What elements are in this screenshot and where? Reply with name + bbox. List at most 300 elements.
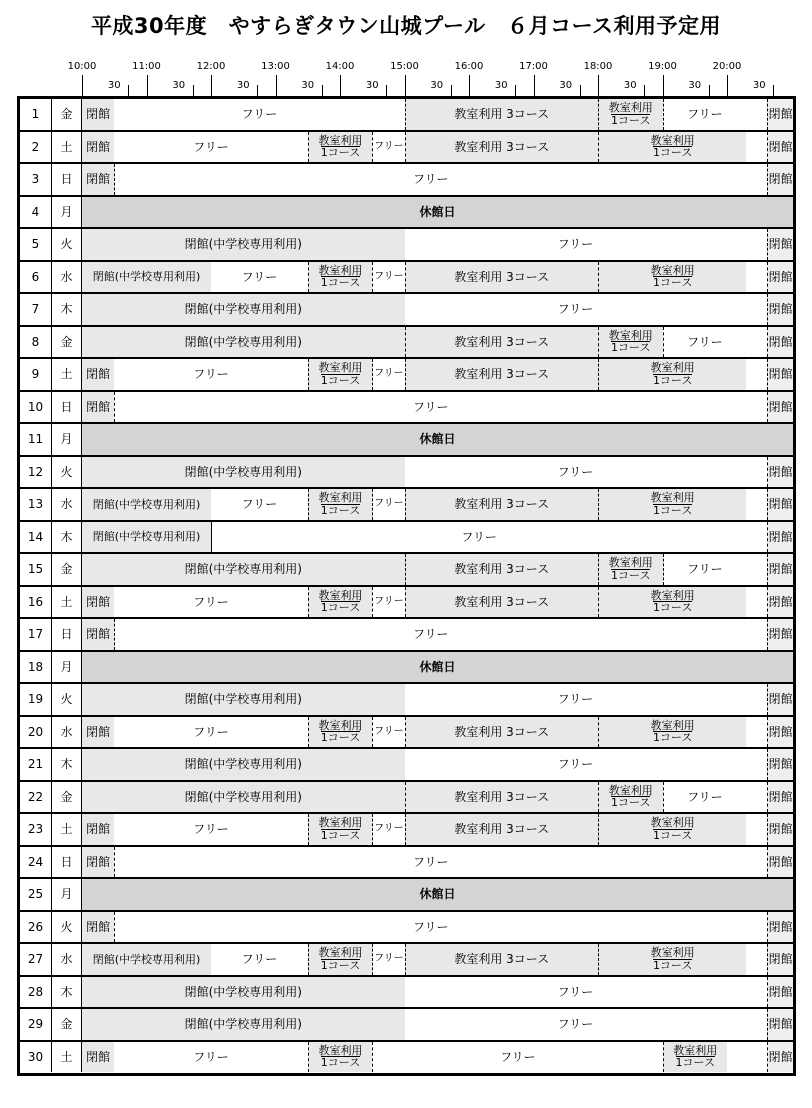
schedule-row (20, 132, 793, 163)
hour-tick-label: 17:00 (519, 61, 548, 72)
class-label: 教室利用 (650, 491, 695, 505)
hour-tick-label: 18:00 (583, 61, 613, 72)
hour-tick-label: 13:00 (261, 61, 290, 72)
course-label: 1コース (320, 601, 361, 615)
class-label: 教室利用 (318, 718, 363, 732)
class-label: 教室利用 (608, 783, 653, 797)
schedule-row (20, 782, 793, 813)
weekday: 日 (52, 619, 82, 650)
day-number: 4 (20, 197, 52, 228)
schedule-row (20, 522, 793, 553)
half-hour-tick-label: 30 (752, 80, 766, 91)
closed-hall-evening: 閉館 (767, 587, 793, 618)
class-label: 教室利用 (318, 263, 363, 277)
half-hour-tick-label: 30 (623, 80, 637, 91)
class-label: 教室利用 (650, 133, 695, 147)
day-number: 3 (20, 164, 52, 195)
schedule-row (20, 457, 793, 488)
free-slot: フリー (372, 262, 404, 293)
junior-high-exclusive: 閉館(中学校専用利用) (82, 749, 405, 780)
weekday: 土 (52, 587, 82, 618)
class-1-course (598, 99, 663, 130)
class-3-course: 教室利用 3コース (405, 944, 599, 975)
day-number: 10 (20, 392, 52, 423)
course-label: 1コース (675, 1056, 715, 1070)
course-label: 1コース (320, 276, 361, 290)
closed-hall-evening: 閉館 (767, 294, 793, 325)
class-label: 教室利用 (318, 133, 363, 147)
weekday: 月 (52, 879, 82, 910)
day-number: 21 (20, 749, 52, 780)
class-label: 教室利用 (673, 1043, 718, 1057)
weekday: 日 (52, 847, 82, 878)
free-slot: フリー (372, 944, 404, 975)
day-number: 18 (20, 652, 52, 683)
half-hour-tick-line (128, 85, 129, 96)
class-1-course (308, 717, 373, 748)
half-hour-tick-label: 30 (301, 80, 315, 91)
half-hour-tick-label: 30 (365, 80, 379, 91)
course-label: 1コース (611, 568, 651, 582)
class-3-course: 教室利用 3コース (405, 587, 599, 618)
free-slot: フリー (372, 359, 404, 390)
course-label: 1コース (652, 958, 693, 972)
class-1-course (598, 489, 746, 520)
day-number: 22 (20, 782, 52, 813)
schedule-row (20, 944, 793, 975)
day-number: 15 (20, 554, 52, 585)
closed-hall-evening: 閉館 (767, 489, 793, 520)
junior-high-exclusive: 閉館(中学校専用利用) (82, 229, 405, 260)
schedule-row (20, 1042, 793, 1073)
weekday: 火 (52, 229, 82, 260)
half-hour-tick-line (322, 85, 323, 96)
half-hour-tick-line (580, 85, 581, 96)
schedule-row (20, 164, 793, 195)
class-3-course: 教室利用 3コース (405, 814, 599, 845)
half-hour-tick-line (709, 85, 710, 96)
closed-hall: 閉館 (82, 717, 114, 748)
free-slot: フリー (372, 814, 404, 845)
class-3-course: 教室利用 3コース (405, 554, 599, 585)
course-label: 1コース (320, 503, 361, 517)
closed-day: 休館日 (82, 424, 793, 455)
class-1-course (308, 132, 373, 163)
closed-day: 休館日 (82, 879, 793, 910)
schedule-row (20, 99, 793, 130)
free-slot: フリー (663, 554, 747, 585)
free-slot: フリー (557, 237, 594, 252)
weekday: 土 (52, 1042, 82, 1073)
schedule-row (20, 327, 793, 358)
course-label: 1コース (652, 503, 693, 517)
weekday: 木 (52, 522, 82, 553)
junior-high-exclusive: 閉館(中学校専用利用) (82, 554, 405, 585)
hour-tick-line (663, 75, 664, 96)
schedule-row (20, 879, 793, 910)
junior-high-exclusive: 閉館(中学校専用利用) (82, 944, 211, 975)
free-slot: フリー (663, 99, 747, 130)
schedule-row (20, 229, 793, 260)
weekday: 土 (52, 359, 82, 390)
closed-hall: 閉館 (82, 164, 114, 195)
hour-tick-label: 16:00 (454, 61, 484, 72)
junior-high-exclusive: 閉館(中学校専用利用) (82, 977, 405, 1008)
closed-hall-evening: 閉館 (767, 684, 793, 715)
weekday: 月 (52, 197, 82, 228)
class-label: 教室利用 (318, 588, 363, 602)
free-slot: フリー (372, 717, 404, 748)
class-label: 教室利用 (650, 816, 695, 830)
free-slot: フリー (193, 724, 229, 739)
course-label: 1コース (652, 601, 693, 615)
class-label: 教室利用 (650, 946, 695, 960)
schedule-row (20, 652, 793, 683)
course-label: 1コース (652, 731, 693, 745)
free-slot: フリー (114, 912, 746, 943)
free-slot: フリー (663, 327, 747, 358)
day-number: 23 (20, 814, 52, 845)
weekday: 金 (52, 1009, 82, 1040)
day-number: 6 (20, 262, 52, 293)
day-number: 25 (20, 879, 52, 910)
junior-high-exclusive: 閉館(中学校専用利用) (82, 294, 405, 325)
course-label: 1コース (320, 1056, 361, 1070)
closed-hall-evening: 閉館 (767, 782, 793, 813)
closed-hall-evening: 閉館 (767, 1009, 793, 1040)
class-label: 教室利用 (318, 361, 363, 375)
weekday: 金 (52, 782, 82, 813)
free-slot: フリー (241, 497, 278, 512)
day-number: 11 (20, 424, 52, 455)
class-label: 教室利用 (650, 361, 695, 375)
closed-hall-evening: 閉館 (767, 749, 793, 780)
closed-hall: 閉館 (82, 619, 114, 650)
junior-high-exclusive: 閉館(中学校専用利用) (82, 684, 405, 715)
closed-hall-evening: 閉館 (767, 554, 793, 585)
course-label: 1コース (652, 146, 693, 160)
hour-tick-label: 15:00 (390, 61, 419, 72)
half-hour-tick-label: 30 (494, 80, 508, 91)
free-slot: フリー (241, 107, 278, 122)
schedule-row (20, 619, 793, 650)
course-label: 1コース (320, 731, 361, 745)
day-number: 12 (20, 457, 52, 488)
free-slot: フリー (241, 952, 278, 967)
schedule-row (20, 1009, 793, 1040)
closed-hall-evening: 閉館 (767, 717, 793, 748)
closed-hall: 閉館 (82, 359, 114, 390)
closed-hall: 閉館 (82, 814, 114, 845)
class-1-course (598, 554, 663, 585)
free-slot: フリー (372, 587, 404, 618)
schedule-row (20, 424, 793, 455)
weekday: 日 (52, 392, 82, 423)
course-label: 1コース (320, 146, 361, 160)
free-slot: フリー (557, 302, 594, 317)
weekday: 金 (52, 327, 82, 358)
weekday: 日 (52, 164, 82, 195)
class-1-course (308, 814, 373, 845)
schedule-row (20, 912, 793, 943)
half-hour-tick-label: 30 (430, 80, 444, 91)
class-1-course (308, 944, 373, 975)
weekday: 火 (52, 684, 82, 715)
free-slot: フリー (193, 367, 229, 382)
day-number: 26 (20, 912, 52, 943)
weekday: 月 (52, 652, 82, 683)
weekday: 金 (52, 99, 82, 130)
day-number: 30 (20, 1042, 52, 1073)
class-3-course: 教室利用 3コース (405, 99, 599, 130)
closed-hall-evening: 閉館 (767, 912, 793, 943)
hour-tick-label: 11:00 (132, 61, 161, 72)
closed-hall: 閉館 (82, 392, 114, 423)
free-slot: フリー (114, 619, 746, 650)
schedule-row (20, 977, 793, 1008)
class-label: 教室利用 (318, 946, 363, 960)
class-1-course (308, 587, 373, 618)
class-label: 教室利用 (650, 588, 695, 602)
closed-day: 休館日 (82, 197, 793, 228)
free-slot: フリー (193, 1049, 229, 1064)
class-1-course (598, 262, 746, 293)
free-slot: フリー (114, 164, 746, 195)
junior-high-exclusive: 閉館(中学校専用利用) (82, 262, 211, 293)
weekday: 土 (52, 132, 82, 163)
closed-hall-evening: 閉館 (767, 457, 793, 488)
free-slot: フリー (557, 757, 594, 772)
weekday: 水 (52, 489, 82, 520)
free-slot: フリー (557, 1017, 594, 1032)
schedule-table (17, 96, 796, 1076)
class-1-course (598, 587, 746, 618)
schedule-row (20, 717, 793, 748)
closed-hall-evening: 閉館 (767, 977, 793, 1008)
day-number: 27 (20, 944, 52, 975)
closed-hall-evening: 閉館 (767, 522, 793, 553)
schedule-row (20, 684, 793, 715)
schedule-row (20, 814, 793, 845)
schedule-row (20, 554, 793, 585)
day-number: 24 (20, 847, 52, 878)
class-label: 教室利用 (650, 718, 695, 732)
time-axis (0, 58, 812, 96)
day-number: 29 (20, 1009, 52, 1040)
class-label: 教室利用 (318, 816, 363, 830)
class-3-course: 教室利用 3コース (405, 359, 599, 390)
hour-tick-line (276, 75, 277, 96)
weekday: 木 (52, 977, 82, 1008)
class-3-course: 教室利用 3コース (405, 262, 599, 293)
course-label: 1コース (611, 796, 651, 810)
class-label: 教室利用 (608, 556, 653, 570)
schedule-row (20, 392, 793, 423)
free-slot: フリー (372, 1042, 662, 1073)
junior-high-exclusive: 閉館(中学校専用利用) (82, 522, 211, 553)
half-hour-tick-label: 30 (172, 80, 186, 91)
hour-tick-line (534, 75, 535, 96)
half-hour-tick-line (451, 85, 452, 96)
schedule-row (20, 847, 793, 878)
closed-hall: 閉館 (82, 912, 114, 943)
weekday: 土 (52, 814, 82, 845)
free-slot: フリー (114, 847, 746, 878)
course-label: 1コース (652, 276, 693, 290)
closed-hall: 閉館 (82, 1042, 114, 1073)
free-slot: フリー (372, 132, 404, 163)
schedule-row (20, 262, 793, 293)
closed-hall: 閉館 (82, 99, 114, 130)
free-slot: フリー (114, 392, 746, 423)
class-1-course (598, 327, 663, 358)
half-hour-tick-line (644, 85, 645, 96)
hour-tick-line (82, 75, 83, 96)
free-slot: フリー (211, 522, 746, 553)
free-slot: フリー (372, 489, 404, 520)
class-3-course: 教室利用 3コース (405, 327, 599, 358)
class-label: 教室利用 (318, 1043, 363, 1057)
weekday: 木 (52, 749, 82, 780)
day-number: 28 (20, 977, 52, 1008)
junior-high-exclusive: 閉館(中学校専用利用) (82, 457, 405, 488)
free-slot: フリー (193, 822, 229, 837)
class-label: 教室利用 (650, 263, 695, 277)
day-number: 20 (20, 717, 52, 748)
class-label: 教室利用 (608, 328, 653, 342)
schedule-row (20, 294, 793, 325)
half-hour-tick-line (193, 85, 194, 96)
free-slot: フリー (663, 782, 747, 813)
schedule-row (20, 587, 793, 618)
weekday: 火 (52, 912, 82, 943)
weekday: 火 (52, 457, 82, 488)
day-number: 8 (20, 327, 52, 358)
class-1-course (598, 814, 746, 845)
junior-high-exclusive: 閉館(中学校専用利用) (82, 782, 405, 813)
closed-hall-evening: 閉館 (767, 1042, 793, 1073)
closed-hall-evening: 閉館 (767, 327, 793, 358)
hour-tick-line (340, 75, 341, 96)
closed-hall-evening: 閉館 (767, 847, 793, 878)
course-label: 1コース (320, 373, 361, 387)
class-label: 教室利用 (608, 101, 653, 115)
class-1-course (308, 262, 373, 293)
weekday: 木 (52, 294, 82, 325)
class-3-course: 教室利用 3コース (405, 489, 599, 520)
closed-hall-evening: 閉館 (767, 262, 793, 293)
schedule-row (20, 359, 793, 390)
junior-high-exclusive: 閉館(中学校専用利用) (82, 1009, 405, 1040)
day-number: 19 (20, 684, 52, 715)
class-1-course (598, 132, 746, 163)
class-1-course (308, 359, 373, 390)
half-hour-tick-label: 30 (688, 80, 702, 91)
closed-hall: 閉館 (82, 132, 114, 163)
junior-high-exclusive: 閉館(中学校専用利用) (82, 489, 211, 520)
day-number: 9 (20, 359, 52, 390)
half-hour-tick-line (515, 85, 516, 96)
closed-hall-evening: 閉館 (767, 99, 793, 130)
page-title: 平成30年度 やすらぎタウン山城プール ６月コース利用予定用 (90, 14, 722, 38)
hour-tick-line (727, 75, 728, 96)
class-3-course: 教室利用 3コース (405, 132, 599, 163)
hour-tick-line (211, 75, 212, 96)
day-number: 5 (20, 229, 52, 260)
closed-hall-evening: 閉館 (767, 619, 793, 650)
class-label: 教室利用 (318, 491, 363, 505)
day-number: 7 (20, 294, 52, 325)
closed-hall-evening: 閉館 (767, 229, 793, 260)
class-1-course (598, 359, 746, 390)
class-1-course (598, 944, 746, 975)
hour-tick-line (598, 75, 599, 96)
half-hour-tick-label: 30 (236, 80, 250, 91)
free-slot: フリー (557, 692, 594, 707)
day-number: 1 (20, 99, 52, 130)
half-hour-tick-line (773, 85, 774, 96)
half-hour-tick-label: 30 (559, 80, 573, 91)
day-number: 13 (20, 489, 52, 520)
closed-hall-evening: 閉館 (767, 132, 793, 163)
weekday: 月 (52, 424, 82, 455)
class-1-course (308, 489, 373, 520)
closed-day: 休館日 (82, 652, 793, 683)
weekday: 金 (52, 554, 82, 585)
day-number: 16 (20, 587, 52, 618)
hour-tick-label: 20:00 (712, 61, 742, 72)
closed-hall: 閉館 (82, 587, 114, 618)
closed-hall: 閉館 (82, 847, 114, 878)
half-hour-tick-line (386, 85, 387, 96)
hour-tick-label: 19:00 (648, 61, 677, 72)
day-number: 17 (20, 619, 52, 650)
class-3-course: 教室利用 3コース (405, 717, 599, 748)
closed-hall-evening: 閉館 (767, 164, 793, 195)
day-number: 2 (20, 132, 52, 163)
closed-hall-evening: 閉館 (767, 392, 793, 423)
weekday: 水 (52, 717, 82, 748)
free-slot: フリー (557, 984, 594, 999)
hour-tick-label: 14:00 (325, 61, 355, 72)
day-number: 14 (20, 522, 52, 553)
schedule-row (20, 489, 793, 520)
hour-tick-label: 10:00 (67, 61, 97, 72)
course-label: 1コース (320, 828, 361, 842)
class-3-course: 教室利用 3コース (405, 782, 599, 813)
free-slot: フリー (193, 594, 229, 609)
hour-tick-line (469, 75, 470, 96)
closed-hall-evening: 閉館 (767, 944, 793, 975)
class-1-course (598, 782, 663, 813)
class-1-course (308, 1042, 373, 1073)
hour-tick-label: 12:00 (196, 61, 226, 72)
hour-tick-line (147, 75, 148, 96)
half-hour-tick-line (257, 85, 258, 96)
course-label: 1コース (611, 113, 651, 127)
weekday: 水 (52, 944, 82, 975)
free-slot: フリー (241, 269, 278, 284)
course-label: 1コース (652, 828, 693, 842)
course-label: 1コース (611, 341, 651, 355)
half-hour-tick-label: 30 (107, 80, 121, 91)
closed-hall-evening: 閉館 (767, 814, 793, 845)
weekday: 水 (52, 262, 82, 293)
junior-high-exclusive: 閉館(中学校専用利用) (82, 327, 405, 358)
schedule-row (20, 197, 793, 228)
closed-hall-evening: 閉館 (767, 359, 793, 390)
hour-tick-line (405, 75, 406, 96)
